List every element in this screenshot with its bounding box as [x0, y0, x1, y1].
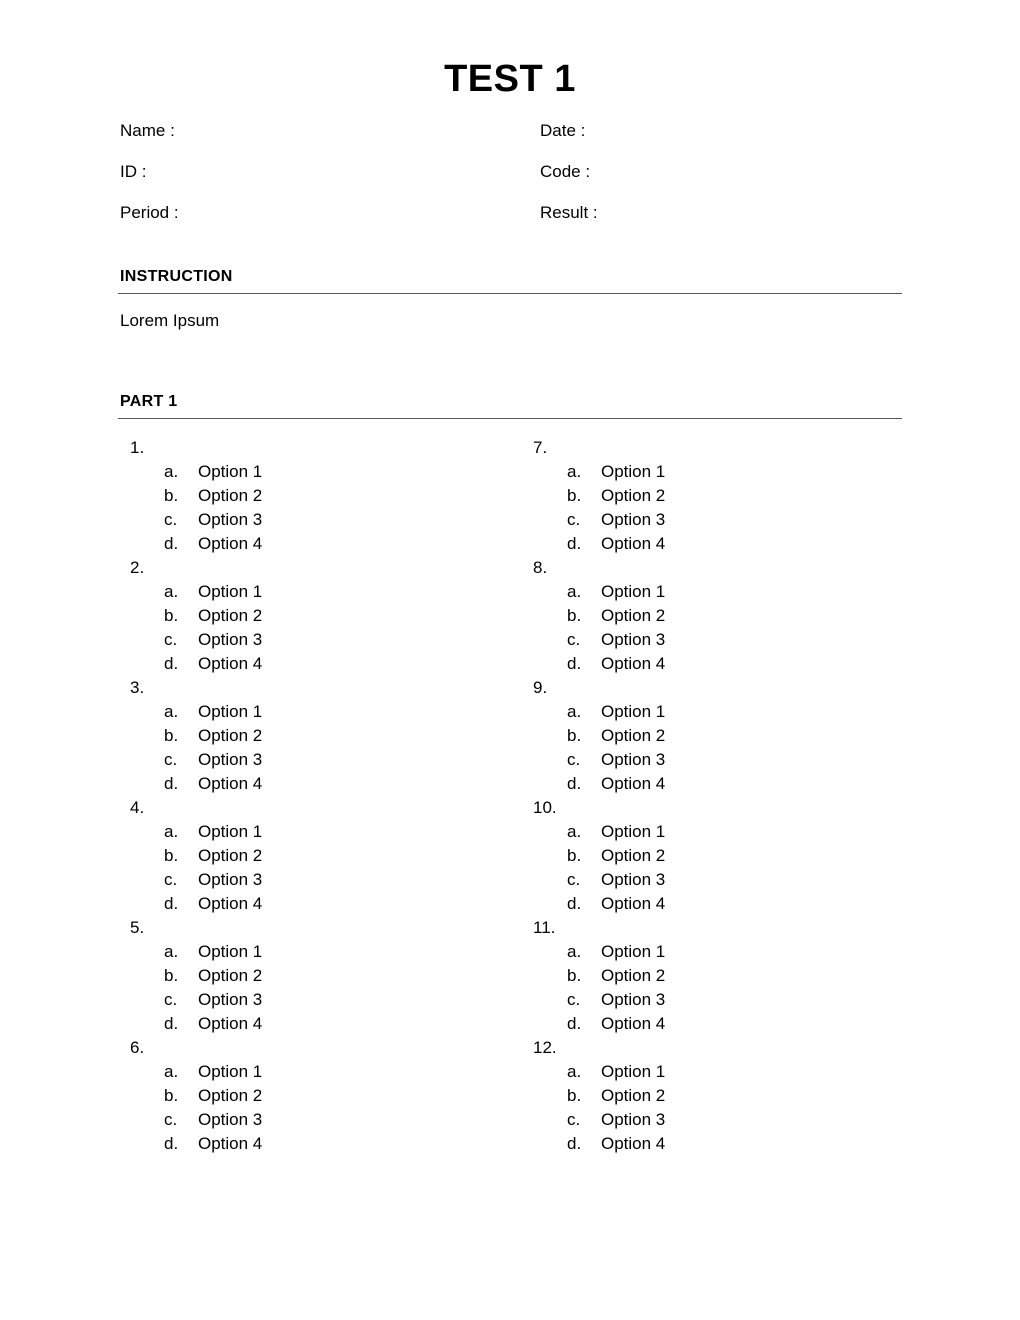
question-column-left: [120, 436, 500, 1156]
question-number: 6.: [130, 1038, 145, 1057]
answer-option: [523, 820, 903, 844]
option-letter: c.: [164, 870, 178, 889]
instruction-divider: [118, 293, 902, 294]
question-item: [523, 556, 903, 676]
option-text: Option 3: [601, 1110, 666, 1129]
option-text: Option 4: [198, 1134, 263, 1153]
option-text: Option 2: [198, 606, 263, 625]
option-letter: d.: [164, 1014, 179, 1033]
name-field-label: Name :: [120, 121, 175, 140]
answer-option: [523, 940, 903, 964]
answer-option: [120, 580, 500, 604]
instruction-text: Lorem Ipsum: [120, 311, 220, 330]
option-text: Option 3: [198, 630, 263, 649]
option-text: Option 2: [198, 1086, 263, 1105]
question-number: 5.: [130, 918, 145, 937]
answer-option: [523, 964, 903, 988]
option-text: Option 4: [601, 894, 666, 913]
answer-option: [523, 1060, 903, 1084]
answer-option: [120, 940, 500, 964]
answer-option: [120, 484, 500, 508]
option-text: Option 2: [198, 486, 263, 505]
option-letter: a.: [567, 462, 582, 481]
option-text: Option 4: [198, 894, 263, 913]
option-letter: d.: [567, 774, 582, 793]
answer-option: [120, 1012, 500, 1036]
option-letter: a.: [164, 582, 179, 601]
answer-option: [120, 748, 500, 772]
option-text: Option 2: [198, 966, 263, 985]
answer-option: [120, 604, 500, 628]
answer-option: [120, 508, 500, 532]
option-letter: d.: [164, 1134, 179, 1153]
option-text: Option 1: [601, 1062, 666, 1081]
option-text: Option 3: [198, 870, 263, 889]
answer-option: [523, 628, 903, 652]
option-text: Option 2: [198, 846, 263, 865]
option-letter: c.: [567, 630, 581, 649]
answer-option: [120, 700, 500, 724]
answer-option: [523, 460, 903, 484]
option-text: Option 2: [601, 486, 666, 505]
option-letter: c.: [164, 510, 178, 529]
option-letter: a.: [164, 1062, 179, 1081]
option-text: Option 3: [198, 750, 263, 769]
question-item: [523, 1036, 903, 1156]
answer-option: [523, 844, 903, 868]
option-text: Option 1: [198, 702, 263, 721]
option-text: Option 3: [198, 990, 263, 1009]
answer-option: [120, 628, 500, 652]
answer-option: [120, 844, 500, 868]
answer-option: [120, 532, 500, 556]
option-letter: b.: [567, 486, 582, 505]
question-number: 8.: [533, 558, 548, 577]
option-text: Option 1: [198, 1062, 263, 1081]
question-number: 9.: [533, 678, 548, 697]
option-letter: c.: [567, 510, 581, 529]
option-text: Option 3: [601, 750, 666, 769]
part1-heading: PART 1: [120, 393, 178, 410]
option-text: Option 3: [601, 990, 666, 1009]
option-letter: d.: [164, 654, 179, 673]
option-text: Option 3: [198, 510, 263, 529]
option-text: Option 4: [198, 1014, 263, 1033]
option-letter: d.: [567, 654, 582, 673]
option-text: Option 1: [198, 462, 263, 481]
option-letter: c.: [164, 630, 178, 649]
period-field-label: Period :: [120, 203, 179, 222]
option-letter: d.: [567, 1014, 582, 1033]
option-letter: b.: [567, 846, 582, 865]
option-letter: a.: [164, 822, 179, 841]
option-letter: c.: [567, 870, 581, 889]
option-letter: c.: [164, 750, 178, 769]
option-text: Option 4: [601, 1014, 666, 1033]
option-text: Option 4: [601, 774, 666, 793]
option-text: Option 2: [601, 846, 666, 865]
option-text: Option 4: [198, 774, 263, 793]
option-text: Option 3: [601, 510, 666, 529]
answer-option: [523, 580, 903, 604]
option-letter: c.: [164, 990, 178, 1009]
question-column-right: [523, 436, 903, 1156]
question-number: 10.: [533, 798, 557, 817]
option-letter: b.: [164, 1086, 179, 1105]
option-text: Option 2: [601, 726, 666, 745]
answer-option: [523, 868, 903, 892]
answer-option: [120, 820, 500, 844]
option-letter: d.: [567, 894, 582, 913]
answer-option: [523, 772, 903, 796]
answer-option: [120, 724, 500, 748]
option-text: Option 4: [198, 654, 263, 673]
answer-option: [523, 1084, 903, 1108]
option-letter: a.: [567, 1062, 582, 1081]
option-letter: b.: [567, 1086, 582, 1105]
answer-option: [523, 1132, 903, 1156]
answer-option: [120, 1060, 500, 1084]
option-letter: a.: [567, 702, 582, 721]
option-text: Option 2: [601, 1086, 666, 1105]
question-item: [523, 796, 903, 916]
option-text: Option 3: [601, 870, 666, 889]
question-item: [120, 796, 500, 916]
question-item: [523, 676, 903, 796]
answer-option: [120, 652, 500, 676]
question-item: [523, 436, 903, 556]
answer-option: [523, 1108, 903, 1132]
code-field-label: Code :: [540, 162, 591, 181]
option-text: Option 1: [198, 942, 263, 961]
answer-option: [120, 964, 500, 988]
question-item: [120, 676, 500, 796]
question-number: 1.: [130, 438, 145, 457]
option-text: Option 1: [198, 582, 263, 601]
option-letter: a.: [164, 702, 179, 721]
instruction-heading: INSTRUCTION: [120, 268, 233, 285]
question-item: [523, 916, 903, 1036]
option-letter: a.: [164, 462, 179, 481]
part1-divider: [118, 418, 902, 419]
option-letter: b.: [567, 966, 582, 985]
option-letter: d.: [567, 534, 582, 553]
option-letter: d.: [567, 1134, 582, 1153]
option-letter: b.: [164, 966, 179, 985]
option-letter: c.: [567, 990, 581, 1009]
option-text: Option 1: [601, 462, 666, 481]
answer-option: [120, 892, 500, 916]
answer-option: [523, 1012, 903, 1036]
question-number: 11.: [533, 918, 556, 937]
answer-option: [523, 484, 903, 508]
result-field-label: Result :: [540, 203, 598, 222]
option-letter: b.: [164, 606, 179, 625]
option-letter: c.: [164, 1110, 178, 1129]
page-title: TEST 1: [444, 58, 576, 100]
answer-option: [523, 652, 903, 676]
option-text: Option 1: [601, 942, 666, 961]
answer-option: [523, 892, 903, 916]
answer-option: [120, 1084, 500, 1108]
question-number: 12.: [533, 1038, 557, 1057]
option-letter: d.: [164, 894, 179, 913]
option-letter: d.: [164, 534, 179, 553]
option-letter: a.: [567, 942, 582, 961]
question-number: 3.: [130, 678, 145, 697]
answer-option: [523, 508, 903, 532]
answer-option: [120, 988, 500, 1012]
answer-option: [523, 988, 903, 1012]
option-text: Option 2: [198, 726, 263, 745]
answer-option: [523, 724, 903, 748]
question-item: [120, 916, 500, 1036]
answer-option: [120, 1132, 500, 1156]
answer-option: [120, 772, 500, 796]
answer-option: [523, 532, 903, 556]
option-letter: a.: [567, 582, 582, 601]
option-letter: a.: [567, 822, 582, 841]
option-text: Option 2: [601, 606, 666, 625]
answer-option: [523, 748, 903, 772]
answer-option: [120, 1108, 500, 1132]
question-number: 4.: [130, 798, 145, 817]
option-text: Option 4: [601, 1134, 666, 1153]
question-item: [120, 1036, 500, 1156]
id-field-label: ID :: [120, 162, 147, 181]
question-number: 2.: [130, 558, 145, 577]
option-letter: d.: [164, 774, 179, 793]
option-text: Option 4: [198, 534, 263, 553]
option-letter: b.: [567, 606, 582, 625]
question-item: [120, 556, 500, 676]
answer-option: [523, 700, 903, 724]
option-text: Option 2: [601, 966, 666, 985]
option-text: Option 1: [198, 822, 263, 841]
answer-option: [120, 460, 500, 484]
question-number: 7.: [533, 438, 548, 457]
option-text: Option 3: [198, 1110, 263, 1129]
option-text: Option 1: [601, 582, 666, 601]
option-letter: c.: [567, 750, 581, 769]
date-field-label: Date :: [540, 121, 586, 140]
option-text: Option 1: [601, 702, 666, 721]
option-text: Option 3: [601, 630, 666, 649]
option-letter: b.: [164, 726, 179, 745]
question-item: [120, 436, 500, 556]
option-letter: c.: [567, 1110, 581, 1129]
answer-option: [523, 604, 903, 628]
option-letter: a.: [164, 942, 179, 961]
option-letter: b.: [164, 486, 179, 505]
option-text: Option 4: [601, 534, 666, 553]
option-text: Option 4: [601, 654, 666, 673]
option-letter: b.: [567, 726, 582, 745]
option-letter: b.: [164, 846, 179, 865]
answer-option: [120, 868, 500, 892]
option-text: Option 1: [601, 822, 666, 841]
